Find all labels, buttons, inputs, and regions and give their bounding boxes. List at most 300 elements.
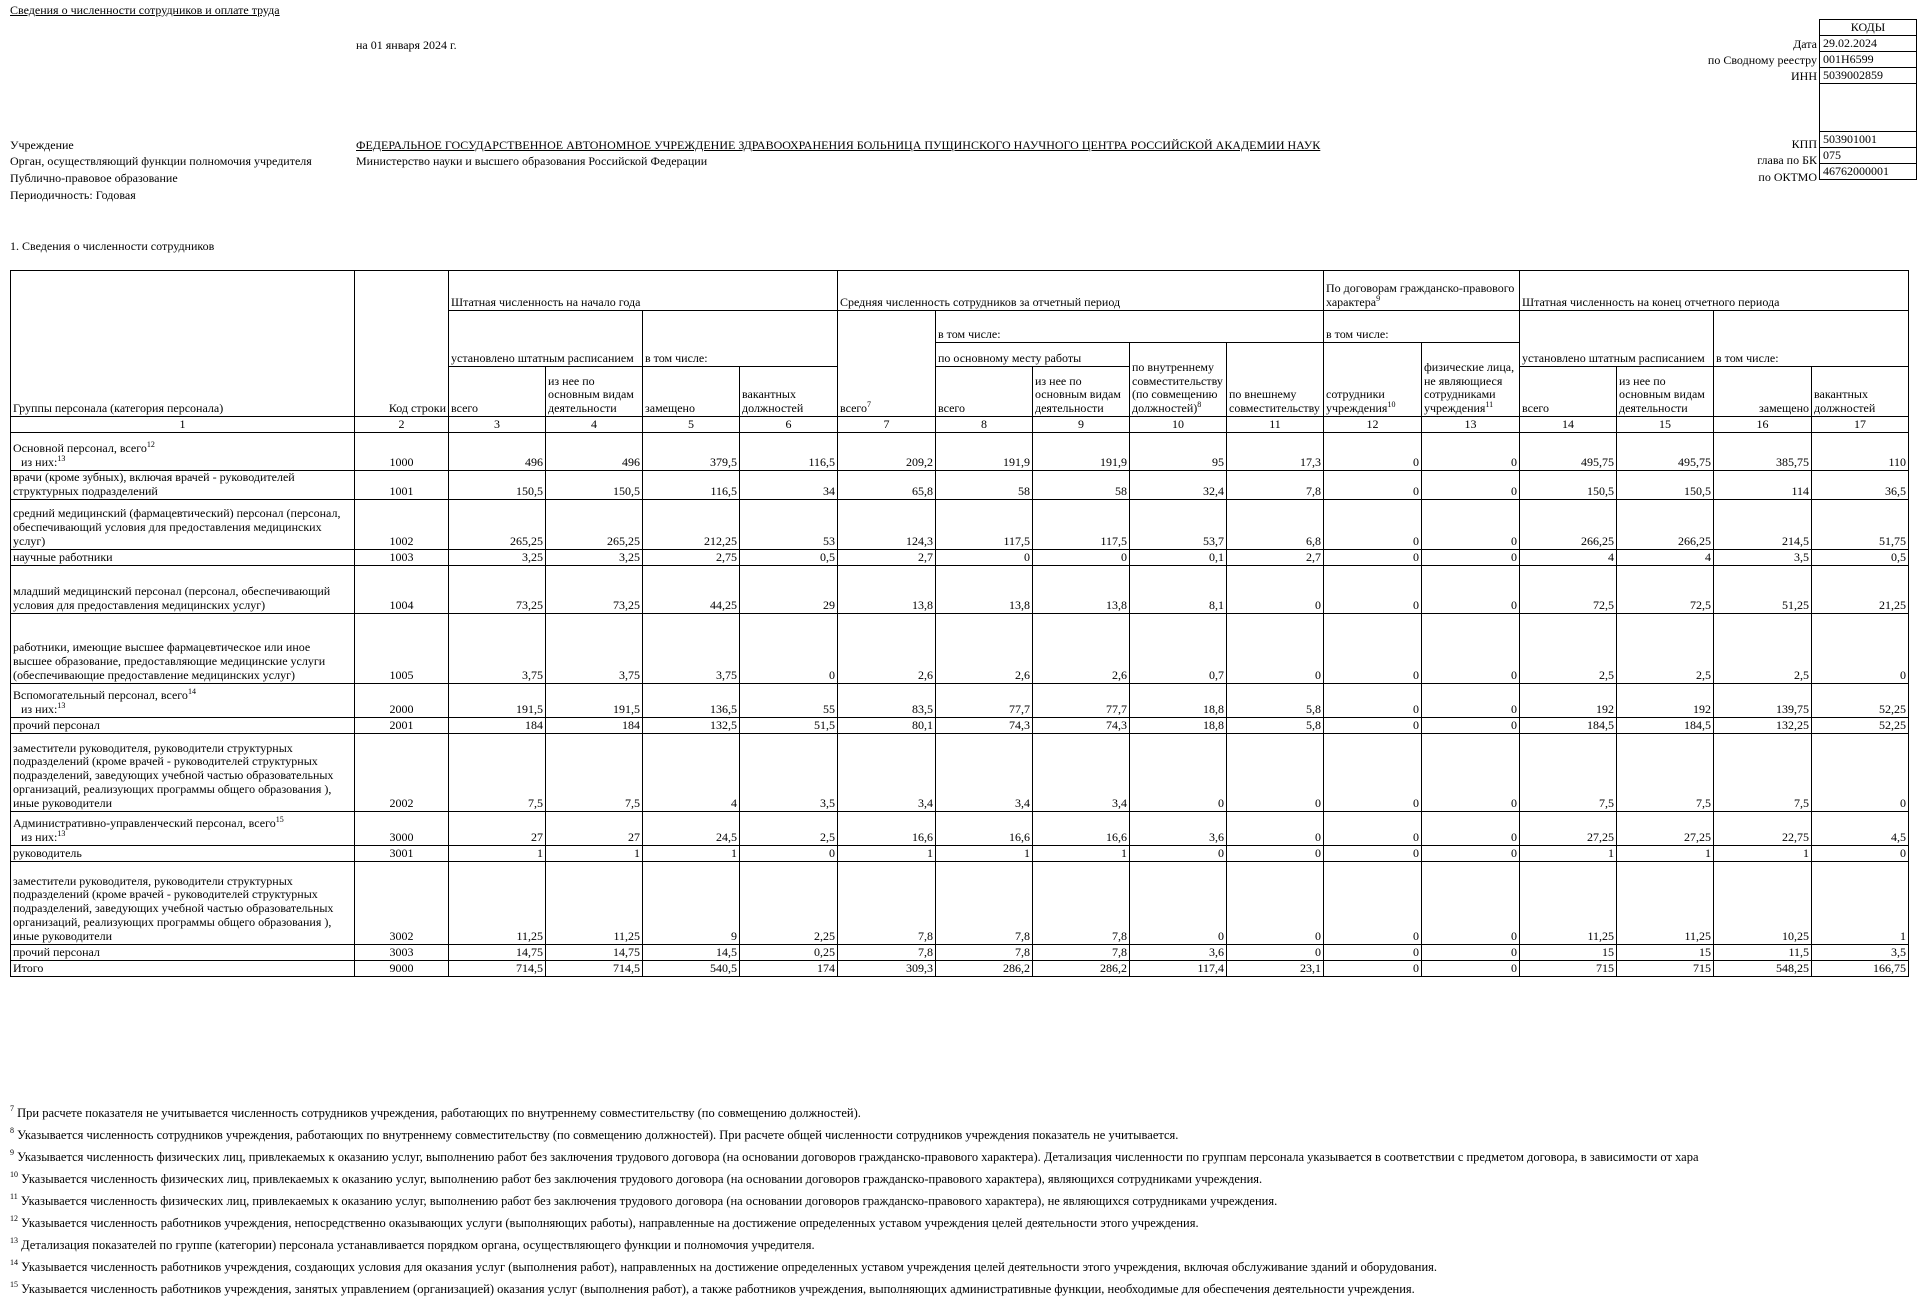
row-label-text: младший медицинский персонал (персонал, обеспечивающий условия для предоставления медицинских услуг) xyxy=(13,584,331,612)
header-employees: сотрудники учреждения$^{10}$ xyxy=(1324,343,1422,417)
table-cell: 191,9 xyxy=(936,433,1033,471)
staff-table xyxy=(10,270,1909,977)
table-cell: 3,5 xyxy=(1812,944,1909,960)
header-of-main-end: из нее по основным видам деятельности xyxy=(1617,367,1714,417)
table-cell: 0 xyxy=(740,845,838,861)
table-cell: 114 xyxy=(1714,471,1812,500)
table-cell: 0 xyxy=(1812,733,1909,811)
table-cell: 3,6 xyxy=(1130,944,1227,960)
table-cell: 0 xyxy=(1422,499,1520,549)
table-cell: 191,9 xyxy=(1033,433,1130,471)
table-cell: 0 xyxy=(1324,499,1422,549)
table-cell: 266,25 xyxy=(1617,499,1714,549)
table-cell: 379,5 xyxy=(643,433,740,471)
row-label: Вспомогательный персонал, всего$^{14}$ из них:$^{13}$ xyxy=(11,683,355,717)
table-cell: 0 xyxy=(1422,944,1520,960)
table-cell: 17,3 xyxy=(1227,433,1324,471)
footnote-number: 13 xyxy=(10,1236,18,1245)
column-number-5: 5 xyxy=(643,417,740,433)
table-cell: 22,75 xyxy=(1714,811,1812,845)
table-cell: 209,2 xyxy=(838,433,936,471)
table-cell: 0 xyxy=(1227,613,1324,683)
table-cell: 16,6 xyxy=(838,811,936,845)
column-number-10: 10 xyxy=(1130,417,1227,433)
table-cell: 15 xyxy=(1520,944,1617,960)
table-cell: 18,8 xyxy=(1130,717,1227,733)
table-cell: 11,25 xyxy=(546,861,643,944)
table-cell: 1 xyxy=(1714,845,1812,861)
row-sublabel: из них: xyxy=(21,455,58,470)
table-cell: 2,5 xyxy=(1520,613,1617,683)
kpp-value: 503901001 xyxy=(1820,132,1917,148)
table-cell: 73,25 xyxy=(546,565,643,613)
table-cell: 0,1 xyxy=(1130,549,1227,565)
table-cell: 0,5 xyxy=(1812,549,1909,565)
footnote-text: При расчете показателя не учитывается численность сотрудников учреждения, работающих по внутреннему совместительству (по совмещению должностей). xyxy=(14,1106,861,1120)
footnote xyxy=(10,1128,1178,1142)
row-label xyxy=(11,471,355,500)
footnote xyxy=(10,1150,1699,1164)
table-cell: 14,75 xyxy=(546,944,643,960)
table-cell: 3,75 xyxy=(449,613,546,683)
table-cell: 3,75 xyxy=(546,613,643,683)
table-cell: 0,7 xyxy=(1130,613,1227,683)
table-cell: 0 xyxy=(1422,433,1520,471)
row-label-text: Вспомогательный персонал, всего xyxy=(13,688,188,702)
table-cell: 1 xyxy=(643,845,740,861)
table-cell: 7,8 xyxy=(1033,944,1130,960)
date-label: Дата xyxy=(1793,37,1817,51)
row-code: 1002 xyxy=(355,499,449,549)
table-cell: 1 xyxy=(936,845,1033,861)
table-cell: 5,8 xyxy=(1227,717,1324,733)
table-cell: 53,7 xyxy=(1130,499,1227,549)
header-main-of-main: из нее по основным видам деятельности xyxy=(1033,367,1130,417)
table-cell: 72,5 xyxy=(1520,565,1617,613)
row-label-text: прочий персонал xyxy=(13,717,100,732)
footnote xyxy=(10,1172,1262,1186)
table-row xyxy=(11,861,1909,944)
header-of-main-start: из нее по основным видам деятельности xyxy=(546,367,643,417)
table-cell: 13,8 xyxy=(838,565,936,613)
table-cell: 1 xyxy=(1812,861,1909,944)
table-cell: 132,25 xyxy=(1714,717,1812,733)
table-cell: 117,4 xyxy=(1130,960,1227,976)
table-cell: 116,5 xyxy=(643,471,740,500)
oktmo-value: 46762000001 xyxy=(1820,164,1917,180)
row-code: 3003 xyxy=(355,944,449,960)
table-cell: 496 xyxy=(546,433,643,471)
table-cell: 14,5 xyxy=(643,944,740,960)
table-cell: 0 xyxy=(1227,811,1324,845)
row-code: 2000 xyxy=(355,683,449,717)
footnote-text: Указывается численность работников учреждения, непосредственно оказывающих услуги (выполняющих работы), направленные на достижение определенных уставом учреждения целей деятельности этого учреждения. xyxy=(18,1216,1199,1230)
footnote-number: 11 xyxy=(10,1192,18,1201)
table-cell: 5,8 xyxy=(1227,683,1324,717)
registry-label: по Сводному реестру xyxy=(1707,53,1817,67)
table-cell: 715 xyxy=(1520,960,1617,976)
table-cell: 7,8 xyxy=(936,861,1033,944)
footnote-text: Детализация показателей по группе (категории) персонала устанавливается порядком органа, осуществляющего функции и полномочия учредителя. xyxy=(18,1238,815,1252)
table-cell: 136,5 xyxy=(643,683,740,717)
table-cell: 7,5 xyxy=(1617,733,1714,811)
inn-label: ИНН xyxy=(1791,69,1817,83)
table-cell: 44,25 xyxy=(643,565,740,613)
table-cell: 0 xyxy=(740,613,838,683)
column-number-8: 8 xyxy=(936,417,1033,433)
table-cell: 13,8 xyxy=(1033,565,1130,613)
column-numbers-row xyxy=(11,417,1909,433)
column-number-14: 14 xyxy=(1520,417,1617,433)
header-filled-start: замещено xyxy=(643,367,740,417)
column-number-4: 4 xyxy=(546,417,643,433)
table-cell: 74,3 xyxy=(1033,717,1130,733)
table-cell: 2,6 xyxy=(838,613,936,683)
table-cell: 3,4 xyxy=(838,733,936,811)
header-total-start: всего xyxy=(449,367,546,417)
table-cell: 286,2 xyxy=(1033,960,1130,976)
table-cell: 0 xyxy=(1422,861,1520,944)
header-employees-text: сотрудники учреждения xyxy=(1326,387,1388,416)
column-number-11: 11 xyxy=(1227,417,1324,433)
table-cell: 2,6 xyxy=(936,613,1033,683)
table-cell: 7,8 xyxy=(1227,471,1324,500)
footnote-number: 15 xyxy=(10,1280,18,1289)
table-cell: 72,5 xyxy=(1617,565,1714,613)
table-cell: 4 xyxy=(643,733,740,811)
table-cell: 36,5 xyxy=(1812,471,1909,500)
table-cell: 58 xyxy=(936,471,1033,500)
table-cell: 1 xyxy=(449,845,546,861)
institution-label: Учреждение xyxy=(10,138,74,152)
row-label xyxy=(11,845,355,861)
row-label xyxy=(11,960,355,976)
section-title: 1. Сведения о численности сотрудников xyxy=(10,239,215,253)
table-cell: 0 xyxy=(1324,733,1422,811)
header-vacant-start: вакантных должностей xyxy=(740,367,838,417)
table-row xyxy=(11,960,1909,976)
header-internal-text: по внутреннему совместительству (по совмещению должностей) xyxy=(1132,359,1223,416)
table-cell: 0 xyxy=(1422,565,1520,613)
authority-name: Министерство науки и высшего образования Российской Федерации xyxy=(356,154,708,168)
table-cell: 132,5 xyxy=(643,717,740,733)
column-number-9: 9 xyxy=(1033,417,1130,433)
row-label-text: врачи (кроме зубных), включая врачей - руководителей структурных подразделений xyxy=(13,470,295,498)
table-cell: 53 xyxy=(740,499,838,549)
table-cell: 495,75 xyxy=(1617,433,1714,471)
table-cell: 55 xyxy=(740,683,838,717)
table-cell: 0 xyxy=(1422,733,1520,811)
footnote xyxy=(10,1260,1437,1274)
table-row xyxy=(11,944,1909,960)
table-cell: 23,1 xyxy=(1227,960,1324,976)
kpp-label: КПП xyxy=(1791,137,1817,151)
table-cell: 1 xyxy=(1617,845,1714,861)
table-cell: 0 xyxy=(1130,845,1227,861)
table-cell: 2,5 xyxy=(740,811,838,845)
table-cell: 174 xyxy=(740,960,838,976)
table-cell: 11,25 xyxy=(449,861,546,944)
row-label-text: средний медицинский (фармацевтический) персонал (персонал, обеспечивающий условия для предоставления медицинских услуг) xyxy=(13,506,341,548)
table-cell: 0 xyxy=(936,549,1033,565)
table-cell: 74,3 xyxy=(936,717,1033,733)
header-nonemployees: физические лица, не являющиеся сотрудниками учреждения$^{11}$ xyxy=(1422,343,1520,417)
table-cell: 166,75 xyxy=(1812,960,1909,976)
table-cell: 3,4 xyxy=(936,733,1033,811)
inn-value: 5039002859 xyxy=(1820,68,1917,84)
table-cell: 184 xyxy=(546,717,643,733)
row-code: 3000 xyxy=(355,811,449,845)
table-cell: 0 xyxy=(1324,471,1422,500)
table-cell: 0 xyxy=(1324,683,1422,717)
table-cell: 184 xyxy=(449,717,546,733)
table-cell: 11,25 xyxy=(1617,861,1714,944)
column-number-6: 6 xyxy=(740,417,838,433)
table-cell: 2,7 xyxy=(838,549,936,565)
column-number-16: 16 xyxy=(1714,417,1812,433)
footnote-number: 10 xyxy=(10,1170,18,1179)
footnote-number: 9 xyxy=(10,1148,14,1157)
table-cell: 0 xyxy=(1422,471,1520,500)
table-cell: 184,5 xyxy=(1520,717,1617,733)
table-cell: 2,7 xyxy=(1227,549,1324,565)
table-cell: 139,75 xyxy=(1714,683,1812,717)
table-cell: 15 xyxy=(1617,944,1714,960)
footnote-number: 14 xyxy=(10,1258,18,1267)
date-value: 29.02.2024 xyxy=(1820,36,1917,52)
codes-empty-cell xyxy=(1820,84,1917,132)
table-cell: 0 xyxy=(1324,845,1422,861)
row-label-text: заместители руководителя, руководители структурных подразделений (кроме врачей - руководителей структурных подразделений, заведующих учебной частью образовательных организаций, реализующих программы общего образования ), иные руководители xyxy=(13,873,334,943)
table-cell: 3,25 xyxy=(449,549,546,565)
header-incl-avg: в том числе: xyxy=(936,311,1324,343)
table-cell: 7,5 xyxy=(449,733,546,811)
row-label-text: руководитель xyxy=(13,845,82,860)
table-cell: 214,5 xyxy=(1714,499,1812,549)
table-cell: 150,5 xyxy=(449,471,546,500)
header-nonemployees-text: физические лица, не являющиеся сотрудниками учреждения xyxy=(1424,359,1515,416)
table-cell: 385,75 xyxy=(1714,433,1812,471)
institution-name: ФЕДЕРАЛЬНОЕ ГОСУДАРСТВЕННОЕ АВТОНОМНОЕ УЧРЕЖДЕНИЕ ЗДРАВООХРАНЕНИЯ БОЛЬНИЦА ПУЩИНСКОГО НАУЧНОГО ЦЕНТРА РОССИЙСКОЙ АКАДЕМИИ НАУК xyxy=(356,138,1321,152)
footnote-text: Указывается численность физических лиц, привлекаемых к оказанию услуг, выполнению работ без заключения трудового договора (на основании договоров гражданско-правового характера), не являющихся сотрудниками учреждения. xyxy=(17,1194,1278,1208)
table-cell: 1 xyxy=(838,845,936,861)
footnote-text: Указывается численность работников учреждения, создающих условия для оказания услуг (выполнения работ), направленных на достижение определенных уставом учреждения целей деятельности этого учреждения, включая обслуживание зданий и оборудования. xyxy=(18,1260,1438,1274)
table-row xyxy=(11,499,1909,549)
table-cell: 0 xyxy=(1324,944,1422,960)
row-label xyxy=(11,944,355,960)
bk-label: глава по БК xyxy=(1757,153,1817,167)
table-cell: 27,25 xyxy=(1520,811,1617,845)
row-label-text: Основной персонал, всего xyxy=(13,441,147,456)
table-cell: 0,5 xyxy=(740,549,838,565)
column-number-15: 15 xyxy=(1617,417,1714,433)
header-end-period: Штатная численность на конец отчетного периода xyxy=(1520,271,1909,311)
header-established: установлено штатным расписанием xyxy=(449,311,643,367)
table-cell: 7,5 xyxy=(546,733,643,811)
table-cell: 0 xyxy=(1033,549,1130,565)
table-cell: 16,6 xyxy=(1033,811,1130,845)
header-incl-start: в том числе: xyxy=(643,311,838,367)
table-cell: 2,6 xyxy=(1033,613,1130,683)
header-groups: Группы персонала (категория персонала) xyxy=(11,271,355,417)
table-row xyxy=(11,565,1909,613)
table-cell: 7,8 xyxy=(936,944,1033,960)
table-cell: 0 xyxy=(1324,613,1422,683)
table-cell: 0 xyxy=(1130,861,1227,944)
row-code: 1003 xyxy=(355,549,449,565)
table-cell: 77,7 xyxy=(936,683,1033,717)
footnote xyxy=(10,1194,1277,1208)
table-cell: 124,3 xyxy=(838,499,936,549)
footnote-number: 7 xyxy=(10,1104,14,1113)
row-code: 2001 xyxy=(355,717,449,733)
table-cell: 117,5 xyxy=(1033,499,1130,549)
table-cell: 0 xyxy=(1130,733,1227,811)
row-label: Административно-управленческий персонал, всего$^{15}$ из них:$^{13}$ xyxy=(11,811,355,845)
bk-value: 075 xyxy=(1820,148,1917,164)
row-code: 9000 xyxy=(355,960,449,976)
table-cell: 496 xyxy=(449,433,546,471)
header-established-end: установлено штатным расписанием xyxy=(1520,311,1714,367)
table-cell: 0 xyxy=(1324,565,1422,613)
table-cell: 7,5 xyxy=(1714,733,1812,811)
table-cell: 714,5 xyxy=(546,960,643,976)
header-civil-text: По договорам гражданско-правового характера xyxy=(1326,281,1515,310)
table-cell: 150,5 xyxy=(1617,471,1714,500)
table-cell: 16,6 xyxy=(936,811,1033,845)
table-cell: 65,8 xyxy=(838,471,936,500)
table-cell: 13,8 xyxy=(936,565,1033,613)
table-cell: 191,5 xyxy=(546,683,643,717)
footnote-text: Указывается численность сотрудников учреждения, работающих по внутреннему совместительству (по совмещению должностей). При расчете общей численности сотрудников учреждения показатель не учитывается. xyxy=(14,1128,1179,1142)
row-label xyxy=(11,861,355,944)
header-civil: По договорам гражданско-правового характера$^9$ xyxy=(1324,271,1520,311)
row-label: Основной персонал, всего$^{12}$ из них:$^{13}$ xyxy=(11,433,355,471)
table-cell: 51,75 xyxy=(1812,499,1909,549)
row-code: 1005 xyxy=(355,613,449,683)
periodicity-label: Периодичность: Годовая xyxy=(10,188,136,202)
table-cell: 110 xyxy=(1812,433,1909,471)
table-cell: 73,25 xyxy=(449,565,546,613)
table-cell: 0 xyxy=(1324,861,1422,944)
table-cell: 11,25 xyxy=(1520,861,1617,944)
column-number-7: 7 xyxy=(838,417,936,433)
header-code: Код строки xyxy=(355,271,449,417)
table-cell: 495,75 xyxy=(1520,433,1617,471)
table-cell: 51,25 xyxy=(1714,565,1812,613)
header-internal: по внутреннему совместительству (по совмещению должностей)$^8$ xyxy=(1130,343,1227,417)
table-row xyxy=(11,683,1909,717)
table-cell: 14,75 xyxy=(449,944,546,960)
report-date-line: на 01 января 2024 г. xyxy=(356,38,457,52)
table-cell: 548,25 xyxy=(1714,960,1812,976)
table-cell: 52,25 xyxy=(1812,683,1909,717)
table-cell: 192 xyxy=(1520,683,1617,717)
table-cell: 265,25 xyxy=(546,499,643,549)
table-row xyxy=(11,471,1909,500)
table-cell: 265,25 xyxy=(449,499,546,549)
column-number-1: 1 xyxy=(11,417,355,433)
header-main-place: по основному месту работы xyxy=(936,343,1130,367)
footnote-number: 8 xyxy=(10,1126,14,1135)
table-cell: 715 xyxy=(1617,960,1714,976)
table-row xyxy=(11,613,1909,683)
header-main-total: всего xyxy=(936,367,1033,417)
row-label xyxy=(11,499,355,549)
row-label-text: работники, имеющие высшее фармацевтическое или иное высшее образование, предоставляющие медицинские услуги (обеспечивающие предоставление медицинских услуг) xyxy=(13,640,326,682)
table-cell: 52,25 xyxy=(1812,717,1909,733)
table-cell: 212,25 xyxy=(643,499,740,549)
table-cell: 150,5 xyxy=(546,471,643,500)
row-code: 1000 xyxy=(355,433,449,471)
row-label-text: научные работники xyxy=(13,549,113,564)
column-number-2: 2 xyxy=(355,417,449,433)
registry-value: 001Н6599 xyxy=(1820,52,1917,68)
table-cell: 7,8 xyxy=(1033,861,1130,944)
table-cell: 0 xyxy=(1227,733,1324,811)
row-label xyxy=(11,717,355,733)
table-cell: 10,25 xyxy=(1714,861,1812,944)
table-cell: 0 xyxy=(1422,683,1520,717)
table-cell: 2,5 xyxy=(1617,613,1714,683)
table-cell: 18,8 xyxy=(1130,683,1227,717)
table-row xyxy=(11,733,1909,811)
table-cell: 4,5 xyxy=(1812,811,1909,845)
table-cell: 6,8 xyxy=(1227,499,1324,549)
table-row xyxy=(11,717,1909,733)
table-cell: 150,5 xyxy=(1520,471,1617,500)
table-cell: 0 xyxy=(1422,549,1520,565)
table-cell: 116,5 xyxy=(740,433,838,471)
table-cell: 95 xyxy=(1130,433,1227,471)
table-cell: 286,2 xyxy=(936,960,1033,976)
table-row xyxy=(11,433,1909,471)
table-cell: 0 xyxy=(1324,811,1422,845)
header-avg-total: всего$^7$ xyxy=(838,311,936,417)
footnote xyxy=(10,1238,815,1252)
table-cell: 0 xyxy=(1227,845,1324,861)
row-label-text: Итого xyxy=(13,960,44,975)
footnote-text: Указывается численность физических лиц, привлекаемых к оказанию услуг, выполнению работ без заключения трудового договора (на основании договоров гражданско-правового характера). Детализация численности по группам персонала указывается в соответствии с предметом договора, в зависимости от хара xyxy=(14,1150,1699,1164)
table-cell: 117,5 xyxy=(936,499,1033,549)
table-cell: 0 xyxy=(1227,861,1324,944)
table-row xyxy=(11,845,1909,861)
column-number-12: 12 xyxy=(1324,417,1422,433)
table-cell: 7,5 xyxy=(1520,733,1617,811)
table-cell: 0 xyxy=(1422,960,1520,976)
table-cell: 51,5 xyxy=(740,717,838,733)
row-label-text: заместители руководителя, руководители структурных подразделений (кроме врачей - руководителей структурных подразделений, заведующих учебной частью образовательных организаций, реализующих программы общего образования ), иные руководители xyxy=(13,740,334,810)
footnote xyxy=(10,1106,861,1120)
table-cell: 3,6 xyxy=(1130,811,1227,845)
column-number-3: 3 xyxy=(449,417,546,433)
table-cell: 4 xyxy=(1520,549,1617,565)
table-cell: 8,1 xyxy=(1130,565,1227,613)
table-cell: 540,5 xyxy=(643,960,740,976)
table-cell: 27 xyxy=(546,811,643,845)
table-cell: 58 xyxy=(1033,471,1130,500)
table-cell: 0 xyxy=(1227,565,1324,613)
table-cell: 0 xyxy=(1324,960,1422,976)
oktmo-label: по ОКТМО xyxy=(1758,170,1817,184)
header-vacant-end: вакантных должностей xyxy=(1812,367,1909,417)
table-cell: 29 xyxy=(740,565,838,613)
header-external: по внешнему совместительству xyxy=(1227,343,1324,417)
table-cell: 0 xyxy=(1812,845,1909,861)
row-code: 1004 xyxy=(355,565,449,613)
table-cell: 191,5 xyxy=(449,683,546,717)
row-label xyxy=(11,549,355,565)
